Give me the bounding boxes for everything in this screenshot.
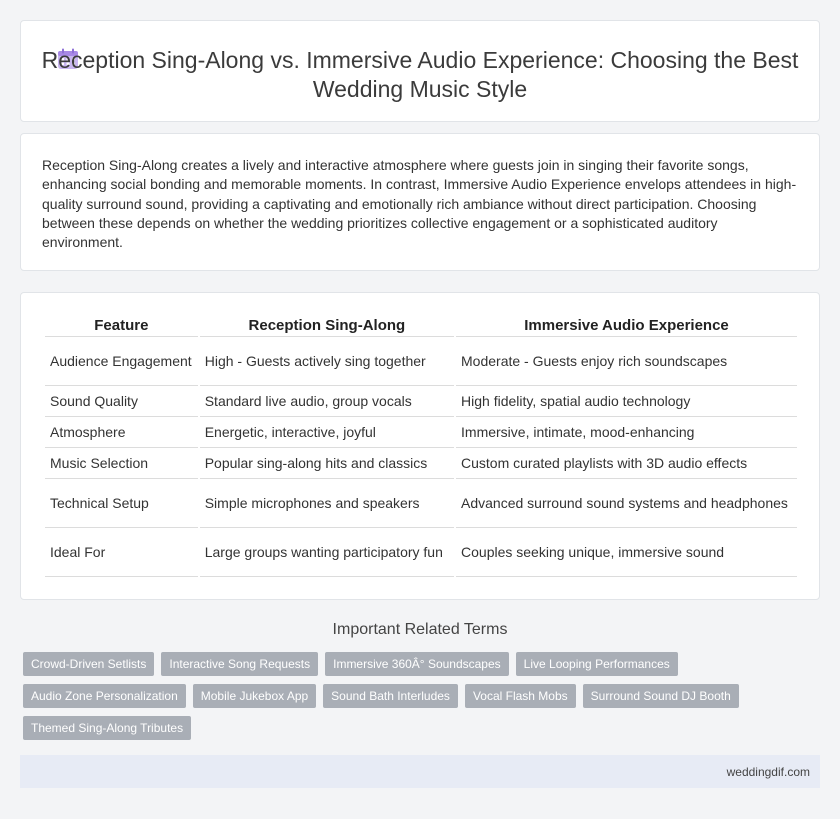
table-row bbox=[45, 337, 797, 386]
related-term-tag[interactable]: Crowd-Driven Setlists bbox=[23, 652, 154, 676]
row-immersive-value: Custom curated playlists with 3D audio effects bbox=[456, 448, 797, 479]
row-sing-along-value: Popular sing-along hits and classics bbox=[200, 448, 454, 479]
row-immersive-value: Immersive, intimate, mood-enhancing bbox=[456, 417, 797, 448]
row-immersive-value: Couples seeking unique, immersive sound bbox=[456, 528, 797, 577]
related-term-tag[interactable]: Themed Sing-Along Tributes bbox=[23, 716, 191, 740]
row-feature: Atmosphere bbox=[45, 417, 198, 448]
comparison-table bbox=[43, 317, 799, 577]
row-sing-along-value: Simple microphones and speakers bbox=[200, 479, 454, 528]
row-feature: Technical Setup bbox=[45, 479, 198, 528]
table-row bbox=[45, 479, 797, 528]
row-feature: Sound Quality bbox=[45, 386, 198, 417]
header-feature: Feature bbox=[45, 317, 198, 337]
related-terms-list bbox=[23, 652, 743, 740]
related-term-tag[interactable]: Vocal Flash Mobs bbox=[465, 684, 576, 708]
footer bbox=[20, 755, 820, 788]
intro-card bbox=[20, 133, 820, 271]
table-row bbox=[45, 448, 797, 479]
related-term-tag[interactable]: Mobile Jukebox App bbox=[193, 684, 316, 708]
row-feature: Music Selection bbox=[45, 448, 198, 479]
page-title: Reception Sing-Along vs. Immersive Audio Experience: Choosing the Best Wedding Music Style bbox=[41, 47, 799, 102]
row-sing-along-value: Energetic, interactive, joyful bbox=[200, 417, 454, 448]
row-feature: Audience Engagement bbox=[45, 337, 198, 386]
row-feature: Ideal For bbox=[45, 528, 198, 577]
comparison-card bbox=[20, 292, 820, 600]
related-term-tag[interactable]: Interactive Song Requests bbox=[161, 652, 318, 676]
row-immersive-value: Advanced surround sound systems and headphones bbox=[456, 479, 797, 528]
row-sing-along-value: Standard live audio, group vocals bbox=[200, 386, 454, 417]
row-sing-along-value: High - Guests actively sing together bbox=[200, 337, 454, 386]
row-immersive-value: Moderate - Guests enjoy rich soundscapes bbox=[456, 337, 797, 386]
table-row bbox=[45, 528, 797, 577]
row-immersive-value: High fidelity, spatial audio technology bbox=[456, 386, 797, 417]
related-term-tag[interactable]: Immersive 360Â° Soundscapes bbox=[325, 652, 509, 676]
header-immersive-audio: Immersive Audio Experience bbox=[456, 317, 797, 337]
related-term-tag[interactable]: Live Looping Performances bbox=[516, 652, 678, 676]
row-sing-along-value: Large groups wanting participatory fun bbox=[200, 528, 454, 577]
title-card bbox=[20, 20, 820, 122]
table-row bbox=[45, 386, 797, 417]
related-term-tag[interactable]: Surround Sound DJ Booth bbox=[583, 684, 739, 708]
related-term-tag[interactable]: Sound Bath Interludes bbox=[323, 684, 458, 708]
intro-paragraph: Reception Sing-Along creates a lively and interactive atmosphere where guests join in singing their favorite songs, enhancing social bonding and memorable moments. In contrast, Immersive Audio Experience envelops attendees in high-quality surround sound, providing a captivating and emotionally rich ambiance without direct participation. Choosing between these depends on whether the wedding prioritizes collective engagement or a sophisticated auditory environment. bbox=[42, 157, 797, 251]
table-header-row bbox=[45, 317, 797, 337]
footer-site-link[interactable]: weddingdif.com bbox=[726, 765, 810, 779]
table-row bbox=[45, 417, 797, 448]
header-reception-sing-along: Reception Sing-Along bbox=[200, 317, 454, 337]
related-term-tag[interactable]: Audio Zone Personalization bbox=[23, 684, 186, 708]
related-terms-heading: Important Related Terms bbox=[332, 621, 508, 638]
